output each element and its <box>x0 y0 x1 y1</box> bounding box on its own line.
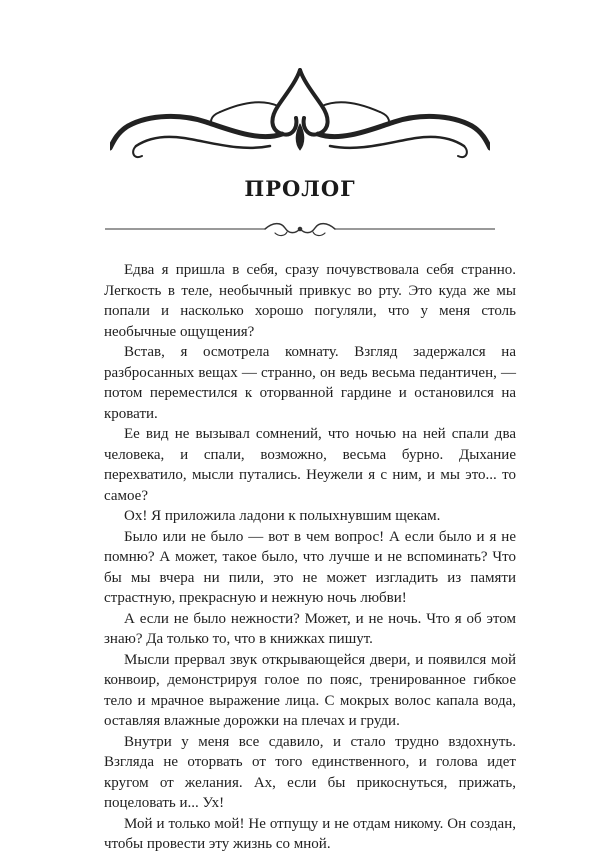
paragraph: Ох! Я приложила ладони к полыхнувшим щекам. <box>124 508 441 524</box>
decorative-flourish-ornament <box>110 68 490 163</box>
paragraph: Ее вид не вызывал сомнений, что ночью на ней спали два человека, и спали, возможно, весьма бурно. Дыхание перехватило, мысли путались. Неужели я с ним, и мы это... то самое? <box>104 426 516 504</box>
paragraph: Было или не было — вот в чем вопрос! А если было и я не помню? А может, такое было, что лучше и не вспоминать? Что бы мы вчера ни пили, это не может изгладить из памяти страстную, прекрасную и нежную ночь любви! <box>104 528 516 606</box>
paragraph: Мысли прервал звук открывающейся двери, и появился мой конвоир, демонстрируя голое по пояс, тренированное гибкое тело и мрачное выражение лица. С мокрых волос капала вода, оставляя влажные дорожки на плечах и груди. <box>104 651 516 729</box>
paragraph: Едва я пришла в себя, сразу почувствовала себя странно. Легкость в теле, необычный привкус во рту. Это куда же мы попали и насколько хорошо погуляли, что у меня столь необычные ощущения? <box>104 262 516 340</box>
paragraph: Внутри у меня все сдавило, и стало трудно вздохнуть. Взгляда не оторвать от того единственного, и голова идет кругом от желания. Ах, если бы прикоснуться, прижать, поцеловать и... Ух! <box>104 733 516 811</box>
decorative-divider-ornament <box>105 218 495 240</box>
paragraph: А если не было нежности? Может, и не ночь. Что я об этом знаю? Да только то, что в книжках пишут. <box>104 610 516 647</box>
paragraph: Встав, я осмотрела комнату. Взгляд задержался на разбросанных вещах — странно, он ведь весьма педантичен, — потом переместился к оторванной гардине и остановился на кровати. <box>104 344 516 422</box>
chapter-title: ПРОЛОГ <box>244 176 356 201</box>
chapter-body-text <box>104 260 516 855</box>
paragraph: Мой и только мой! Не отпущу и не отдам никому. Он создан, чтобы провести эту жизнь со мной. <box>104 815 516 852</box>
